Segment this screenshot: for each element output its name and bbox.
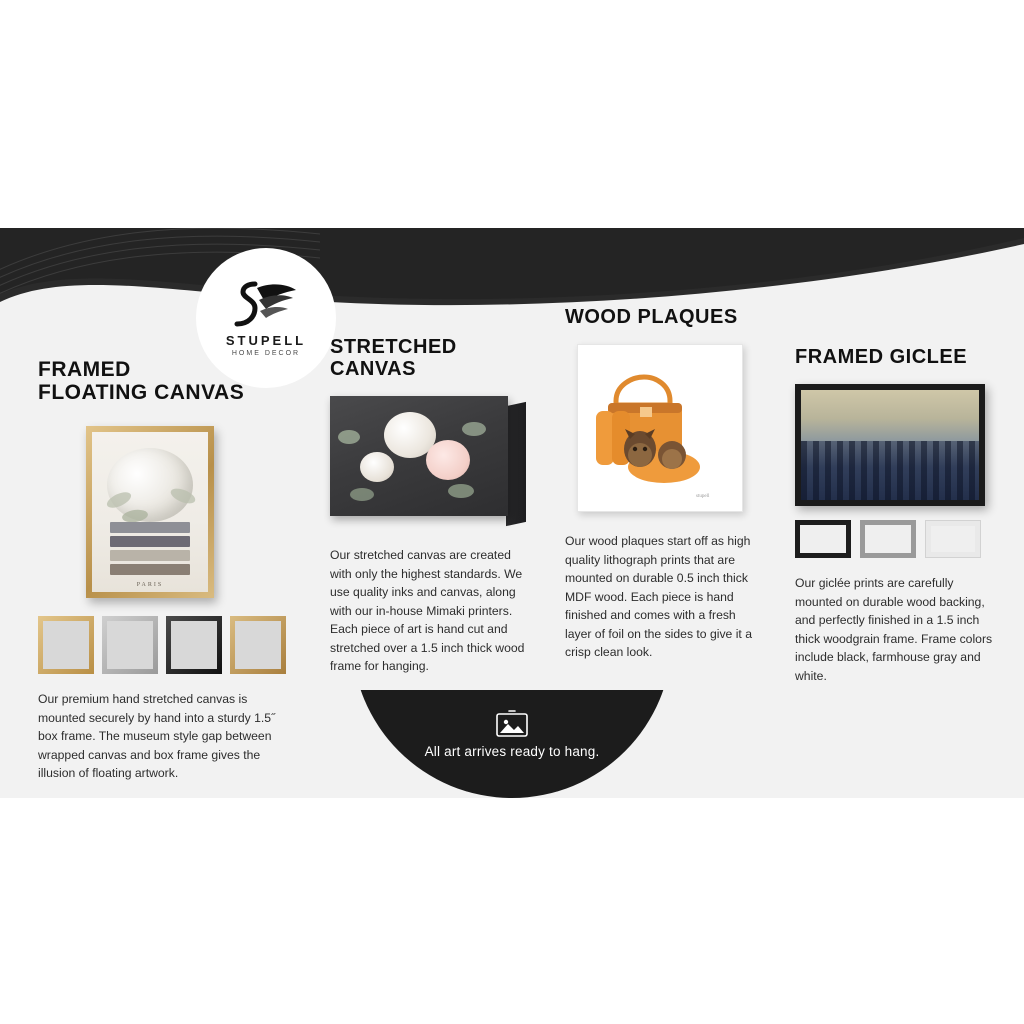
frame-swatch-gray [102,616,158,674]
giclee-frame-white [925,520,981,558]
header-band [0,228,1024,346]
section-description: Our wood plaques start off as high quality lithograph prints that are mounted on durable 0.5 inch thick MDF wood. Each piece is hand finished and comes with a fresh layer of foil on the sides to give it a crisp clean look. [565,534,752,660]
section-description: Our premium hand stretched canvas is mounted securely by hand into a sturdy 1.5˝ box frame. The museum style gap between wrapped canvas and box frame gives the illusion of floating artwork. [38,692,276,781]
section-description: Our stretched canvas are created with only the highest standards. We use quality inks and canvas, along with our in-house Mimaki printers. Each piece of art is hand cut and stretched over a 1.5 inch thick wood frame for hanging. [330,548,525,674]
framed-giclee-artwork [795,384,985,506]
stretched-canvas-artwork [330,396,526,524]
frame-swatch-black [166,616,222,674]
wood-plaque-artwork [577,344,743,512]
infographic-panel [0,228,1024,798]
section-title-line1: WOOD PLAQUES [565,306,738,328]
section-title [795,346,995,368]
section-framed-giclee [795,346,995,685]
frame-swatch-gold [38,616,94,674]
giclee-frame-black [795,520,851,558]
swoosh-s-logo-icon [233,280,299,332]
section-title-line1: STRETCHED [330,336,457,358]
section-title-line2: FLOATING CANVAS [38,381,245,405]
footer-text: All art arrives ready to hang. [424,744,600,759]
section-framed-floating-canvas [38,358,290,783]
section-title-line2: CANVAS [330,358,416,380]
picture-frame-icon [495,710,529,738]
giclee-frame-color-list [795,520,995,558]
section-stretched-canvas [330,336,535,676]
svg-text:stupell: stupell [696,494,710,499]
giclee-frame-gray [860,520,916,558]
section-title-line1: FRAMED [38,358,131,381]
brand-name: STUPELL [225,332,307,348]
brand-logo [196,248,336,388]
footer-arc [352,690,672,798]
framed-floating-canvas-artwork [86,426,214,598]
section-wood-plaques [565,306,765,662]
frame-swatch-wood [230,616,286,674]
section-title [330,336,535,380]
frame-swatch-list [38,616,290,674]
brand-tagline: HOME DECOR [231,349,301,357]
section-title [565,306,765,328]
section-title-line1: FRAMED GICLEE [795,346,968,368]
section-description: Our giclée prints are carefully mounted on durable wood backing, and perfectly finished in a 1.5 inch thick woodgrain frame. Frame colors include black, farmhouse gray and white. [795,576,993,683]
artwork-caption: PARIS [136,582,164,589]
